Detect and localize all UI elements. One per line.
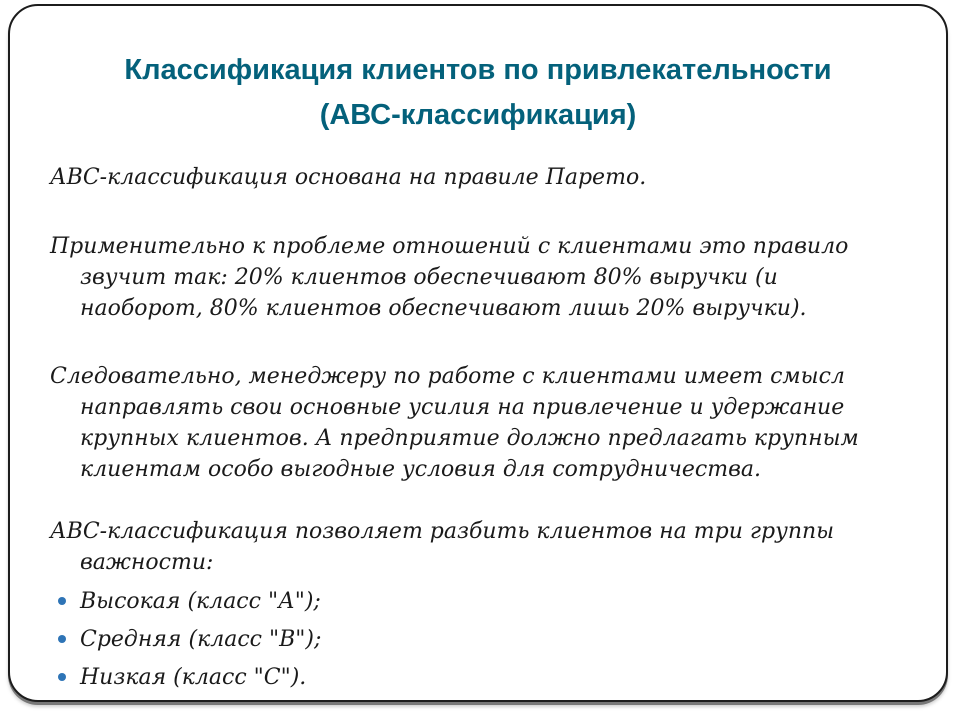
slide-body (50, 162, 906, 693)
slide-frame (8, 4, 948, 702)
list-item-label: Низкая (класс "С"). (80, 665, 307, 690)
list-item-class-b (54, 624, 906, 655)
list-item-label: Высокая (класс "А"); (80, 589, 321, 614)
list-item-label: Средняя (класс "В"); (80, 627, 322, 652)
slide-title-line1: Классификация клиентов по привлекательности (124, 54, 832, 86)
list-item-class-a (54, 586, 906, 617)
paragraph-rule-applied: Применительно к проблеме отношений с клиентами это правило звучит так: 20% клиентов обеспечивают 80% выручки (и наоборот, 80% клиентов обеспечивают лишь 20% выручки). (50, 234, 849, 321)
bullet-dot-icon (58, 635, 66, 643)
slide-title-line2: (АВС-классификация) (319, 99, 637, 131)
list-item-class-c (54, 662, 906, 693)
bullet-dot-icon (58, 673, 66, 681)
paragraph-groups-intro: АВС-классификация позволяет разбить клиентов на три группы важности: (50, 519, 835, 575)
slide-title (10, 48, 946, 138)
importance-groups-list (50, 586, 906, 693)
bullet-dot-icon (58, 597, 66, 605)
paragraph-manager-advice: Следовательно, менеджеру по работе с клиентами имеет смысл направлять свои основные усилия на привлечение и удержание крупных клиентов. А предприятие должно предлагать крупным клиентам особо выгодные условия для сотрудничества. (50, 364, 859, 482)
paragraph-pareto-rule: АВС-классификация основана на правиле Парето. (50, 165, 647, 190)
